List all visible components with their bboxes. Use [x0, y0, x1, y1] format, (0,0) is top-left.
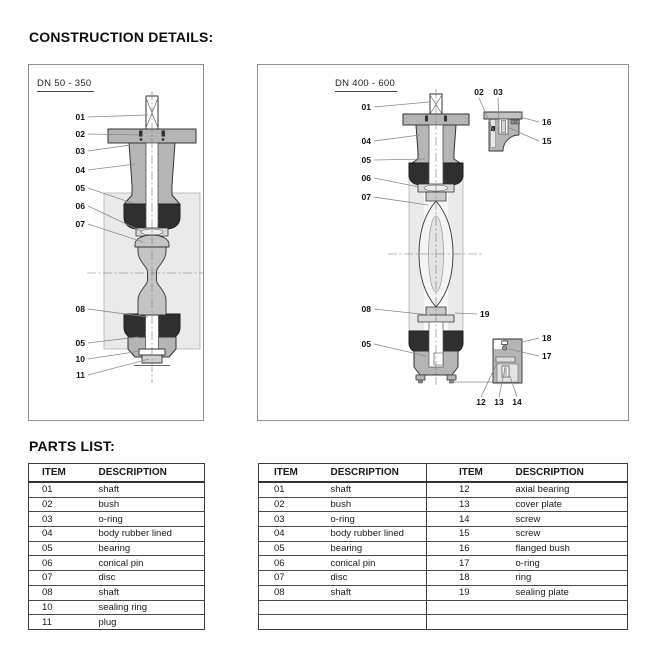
part-item-cell: 12 — [427, 482, 491, 497]
part-description-cell — [315, 600, 427, 615]
part-item-cell: 04 — [259, 527, 315, 542]
part-description-cell: bush — [315, 497, 427, 512]
part-item-cell: 03 — [259, 512, 315, 527]
part-number-label: 18 — [542, 333, 552, 343]
diagram-panel-dn400-600 — [257, 64, 629, 421]
part-number-label: 07 — [361, 192, 371, 202]
bush-right — [444, 116, 447, 122]
parts-row — [259, 512, 628, 527]
part-item-cell: 14 — [427, 512, 491, 527]
part-description-cell: o-ring — [85, 512, 205, 527]
part-item-cell: 05 — [259, 541, 315, 556]
parts-row — [259, 600, 628, 615]
column-header-description: DESCRIPTION — [315, 464, 427, 483]
inset-top-plate — [484, 112, 522, 119]
bush-left — [139, 131, 143, 137]
part-description-cell: body rubber lined — [315, 527, 427, 542]
part-description-cell: bush — [85, 497, 205, 512]
leader-line — [88, 145, 130, 151]
part-number-label: 15 — [542, 136, 552, 146]
screw — [502, 121, 506, 133]
parts-table-dn50-350 — [28, 463, 205, 630]
leader-line — [520, 117, 539, 122]
part-number-label: 17 — [542, 351, 552, 361]
part-item-cell: 08 — [29, 585, 85, 600]
valve-cross-section — [388, 89, 522, 385]
part-number-label: 01 — [361, 102, 371, 112]
part-item-cell — [259, 615, 315, 630]
part-number-label: 04 — [361, 136, 371, 146]
part-item-cell — [427, 615, 491, 630]
part-number-label: 03 — [75, 146, 85, 156]
foot-pad-right — [450, 380, 454, 383]
axial-bearing — [496, 357, 515, 362]
part-description-cell: bearing — [85, 541, 205, 556]
column-header-description: DESCRIPTION — [85, 464, 205, 483]
header-row — [259, 464, 628, 483]
header-row — [29, 464, 205, 483]
part-number-label: 19 — [480, 309, 490, 319]
part-item-cell: 02 — [259, 497, 315, 512]
part-description-cell — [491, 600, 628, 615]
dn-range-label: DN 50 - 350 — [37, 78, 94, 92]
part-description-cell: ring — [491, 571, 628, 586]
part-item-cell: 08 — [259, 585, 315, 600]
part-description-cell — [491, 615, 628, 630]
part-description-cell: screw — [491, 512, 628, 527]
part-item-cell: 17 — [427, 556, 491, 571]
leader-line — [88, 164, 135, 170]
valve-drawing-dn50-350 — [29, 65, 203, 420]
part-number-label: 12 — [476, 397, 486, 407]
part-number-label: 11 — [76, 370, 85, 380]
parts-row — [29, 571, 205, 586]
leader-line — [88, 351, 140, 359]
part-item-cell — [427, 600, 491, 615]
bottom-detail-inset — [493, 339, 522, 383]
part-item-cell: 15 — [427, 527, 491, 542]
dn-range-label: DN 400 - 600 — [335, 78, 397, 92]
part-number-label: 02 — [474, 87, 484, 97]
parts-row — [259, 556, 628, 571]
parts-row — [259, 482, 628, 497]
part-number-label: 08 — [75, 304, 85, 314]
part-number-label: 03 — [493, 87, 503, 97]
part-number-label: 01 — [75, 112, 85, 122]
parts-list-title: PARTS LIST: — [29, 438, 115, 454]
foot-right — [447, 375, 456, 380]
flanged-bush-a — [511, 120, 515, 124]
part-number-label: 07 — [75, 219, 85, 229]
part-description-cell: o-ring — [315, 512, 427, 527]
leader-line — [88, 359, 149, 375]
bush-right — [162, 131, 166, 137]
column-header-item: ITEM — [29, 464, 85, 483]
part-number-label: 16 — [542, 117, 552, 127]
part-item-cell: 07 — [29, 571, 85, 586]
leader-line — [374, 102, 429, 107]
valve-drawing-dn400-600 — [258, 65, 628, 420]
part-number-label: 05 — [361, 339, 371, 349]
part-number-label: 04 — [75, 165, 85, 175]
part-number-label: 06 — [361, 173, 371, 183]
part-description-cell: disc — [315, 571, 427, 586]
part-description-cell: plug — [85, 615, 205, 630]
parts-row — [29, 600, 205, 615]
column-header-description: DESCRIPTION — [491, 464, 628, 483]
parts-row — [29, 497, 205, 512]
parts-row — [29, 585, 205, 600]
part-item-cell: 03 — [29, 512, 85, 527]
part-item-cell — [259, 600, 315, 615]
part-description-cell: flanged bush — [491, 541, 628, 556]
leader-line — [88, 115, 148, 117]
parts-row — [259, 541, 628, 556]
part-number-label: 05 — [75, 183, 85, 193]
parts-row — [259, 497, 628, 512]
column-header-item: ITEM — [259, 464, 315, 483]
bush-left — [425, 116, 428, 122]
foot-pad-left — [419, 380, 423, 383]
part-description-cell: shaft — [315, 482, 427, 497]
parts-row — [29, 527, 205, 542]
diagram-panel-dn50-350 — [28, 64, 204, 421]
part-item-cell: 16 — [427, 541, 491, 556]
column-header-item: ITEM — [427, 464, 491, 483]
part-item-cell: 18 — [427, 571, 491, 586]
part-description-cell: shaft — [315, 585, 427, 600]
part-number-label: 06 — [75, 201, 85, 211]
part-description-cell: o-ring — [491, 556, 628, 571]
parts-table-dn400-600 — [258, 463, 628, 630]
part-description-cell: conical pin — [315, 556, 427, 571]
part-description-cell: screw — [491, 527, 628, 542]
flanged-bush-b — [516, 120, 520, 124]
leader-line — [522, 338, 539, 342]
part-item-cell: 07 — [259, 571, 315, 586]
housing-slot — [434, 353, 443, 365]
part-item-cell: 06 — [259, 556, 315, 571]
part-number-label: 05 — [361, 155, 371, 165]
part-description-cell: cover plate — [491, 497, 628, 512]
part-item-cell: 04 — [29, 527, 85, 542]
parts-row — [29, 615, 205, 630]
parts-row — [29, 556, 205, 571]
part-description-cell: shaft — [85, 482, 205, 497]
part-number-label: 10 — [75, 354, 85, 364]
ring — [502, 341, 508, 345]
o-ring-right — [162, 138, 165, 141]
leader-line — [374, 135, 420, 141]
parts-row — [29, 541, 205, 556]
parts-row — [259, 571, 628, 586]
part-description-cell: disc — [85, 571, 205, 586]
part-item-cell: 02 — [29, 497, 85, 512]
part-number-label: 08 — [361, 304, 371, 314]
part-item-cell: 13 — [427, 497, 491, 512]
parts-row — [29, 482, 205, 497]
o-ring — [502, 346, 506, 350]
part-item-cell: 10 — [29, 600, 85, 615]
part-number-label: 13 — [494, 397, 504, 407]
construction-details-title: CONSTRUCTION DETAILS: — [29, 29, 214, 45]
parts-row — [259, 585, 628, 600]
part-number-label: 02 — [75, 129, 85, 139]
part-item-cell: 11 — [29, 615, 85, 630]
valve-cross-section — [87, 91, 203, 383]
part-item-cell: 01 — [29, 482, 85, 497]
parts-row — [259, 615, 628, 630]
bush-channel — [491, 120, 496, 148]
part-description-cell — [315, 615, 427, 630]
part-description-cell: conical pin — [85, 556, 205, 571]
part-item-cell: 01 — [259, 482, 315, 497]
parts-row — [259, 527, 628, 542]
part-number-label: 14 — [512, 397, 522, 407]
part-description-cell: sealing plate — [491, 585, 628, 600]
part-description-cell: sealing ring — [85, 600, 205, 615]
part-number-label: 05 — [75, 338, 85, 348]
foot-left — [416, 375, 425, 380]
part-item-cell: 06 — [29, 556, 85, 571]
parts-row — [29, 512, 205, 527]
part-item-cell: 05 — [29, 541, 85, 556]
part-description-cell: bearing — [315, 541, 427, 556]
part-item-cell: 19 — [427, 585, 491, 600]
part-description-cell: body rubber lined — [85, 527, 205, 542]
part-description-cell: shaft — [85, 585, 205, 600]
part-description-cell: axial bearing — [491, 482, 628, 497]
o-ring-left — [140, 138, 143, 141]
